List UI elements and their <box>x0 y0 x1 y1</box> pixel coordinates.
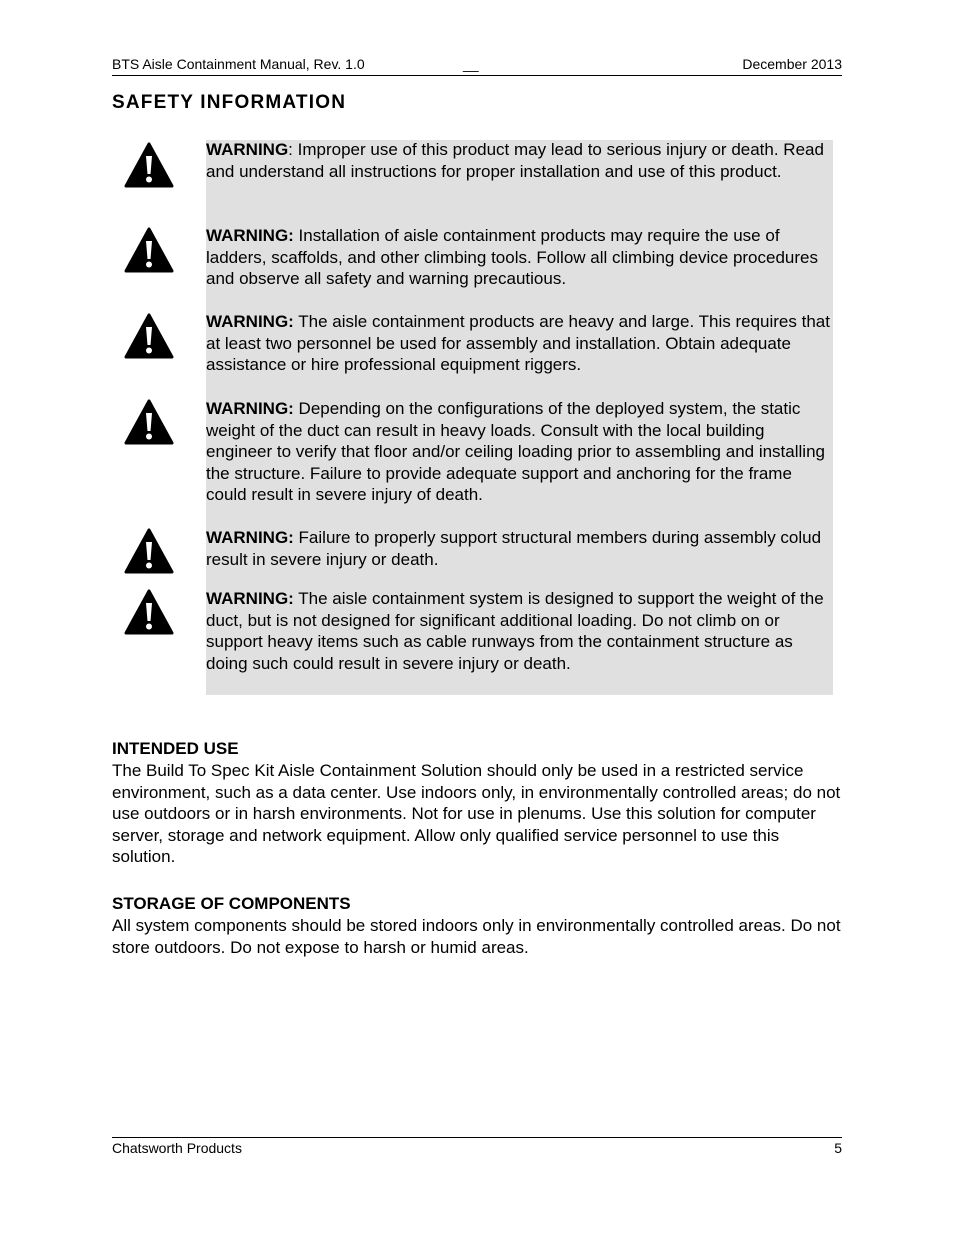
warning-text <box>206 311 830 376</box>
footer-company: Chatsworth Products <box>112 1140 242 1156</box>
header-manual-title: BTS Aisle Containment Manual, Rev. 1.0 <box>112 56 365 72</box>
warning-label: WARNING <box>206 140 289 159</box>
page-number: 5 <box>834 1140 842 1156</box>
warning-triangle-icon <box>124 313 174 359</box>
intended-use-heading: INTENDED USE <box>112 739 239 758</box>
warning-label: WARNING: <box>206 226 294 245</box>
warning-body: Installation of aisle containment products may require the use of ladders, scaffolds, and other climbing tools. Follow all climbing device procedures and observe all safety and warning precautious. <box>206 226 818 288</box>
warning-body: The aisle containment system is designed to support the weight of the duct, but is not designed for significant additional loading. Do not climb on or support heavy items such as cable runways from the containment structure as doing such could result in severe injury or death. <box>206 589 824 673</box>
warning-body: Failure to properly support structural members during assembly colud result in severe injury or death. <box>206 528 822 569</box>
warning-body: : Improper use of this product may lead to serious injury or death. Read and understand all instructions for proper installation and use of this product. <box>206 140 824 181</box>
warning-body: Depending on the configurations of the deployed system, the static weight of the duct can result in heavy loads. Consult with the local building engineer to verify that floor and/or ceiling loading prior to assembling and installing the structure. Failure to provide adequate support and anchoring for the frame could result in severe injury of death. <box>206 399 825 504</box>
page-footer <box>112 1137 842 1156</box>
warning-triangle-icon <box>124 142 174 188</box>
warning-label: WARNING: <box>206 312 294 331</box>
header-date: December 2013 <box>742 56 842 72</box>
warning-body: The aisle containment products are heavy and large. This requires that at least two personnel be used for assembly and installation. Obtain adequate assistance or hire professional equipment riggers. <box>206 312 830 374</box>
warning-label: WARNING: <box>206 399 294 418</box>
warning-triangle-icon <box>124 227 174 273</box>
warning-text <box>206 527 830 570</box>
page-header <box>112 56 842 76</box>
warning-triangle-icon <box>124 399 174 445</box>
storage-heading: STORAGE OF COMPONENTS <box>112 894 351 913</box>
warning-label: WARNING: <box>206 589 294 608</box>
warning-triangle-icon <box>124 589 174 635</box>
section-title: SAFETY INFORMATION <box>112 92 347 113</box>
header-separator: __ <box>463 56 479 72</box>
warning-label: WARNING: <box>206 528 294 547</box>
warning-text <box>206 588 830 674</box>
storage-body: All system components should be stored indoors only in environmentally controlled areas. Do not store outdoors. Do not expose to harsh or humid areas. <box>112 916 841 957</box>
warning-text <box>206 139 830 182</box>
warning-triangle-icon <box>124 528 174 574</box>
intended-use-body: The Build To Spec Kit Aisle Containment Solution should only be used in a restricted service environment, such as a data center. Use indoors only, in environmentally controlled areas; do not use outdoors or in harsh environments. Not for use in plenums. Use this solution for computer server, storage and network equipment. Allow only qualified service personnel to use this solution. <box>112 761 841 866</box>
warning-text <box>206 225 830 290</box>
warning-text <box>206 398 830 506</box>
